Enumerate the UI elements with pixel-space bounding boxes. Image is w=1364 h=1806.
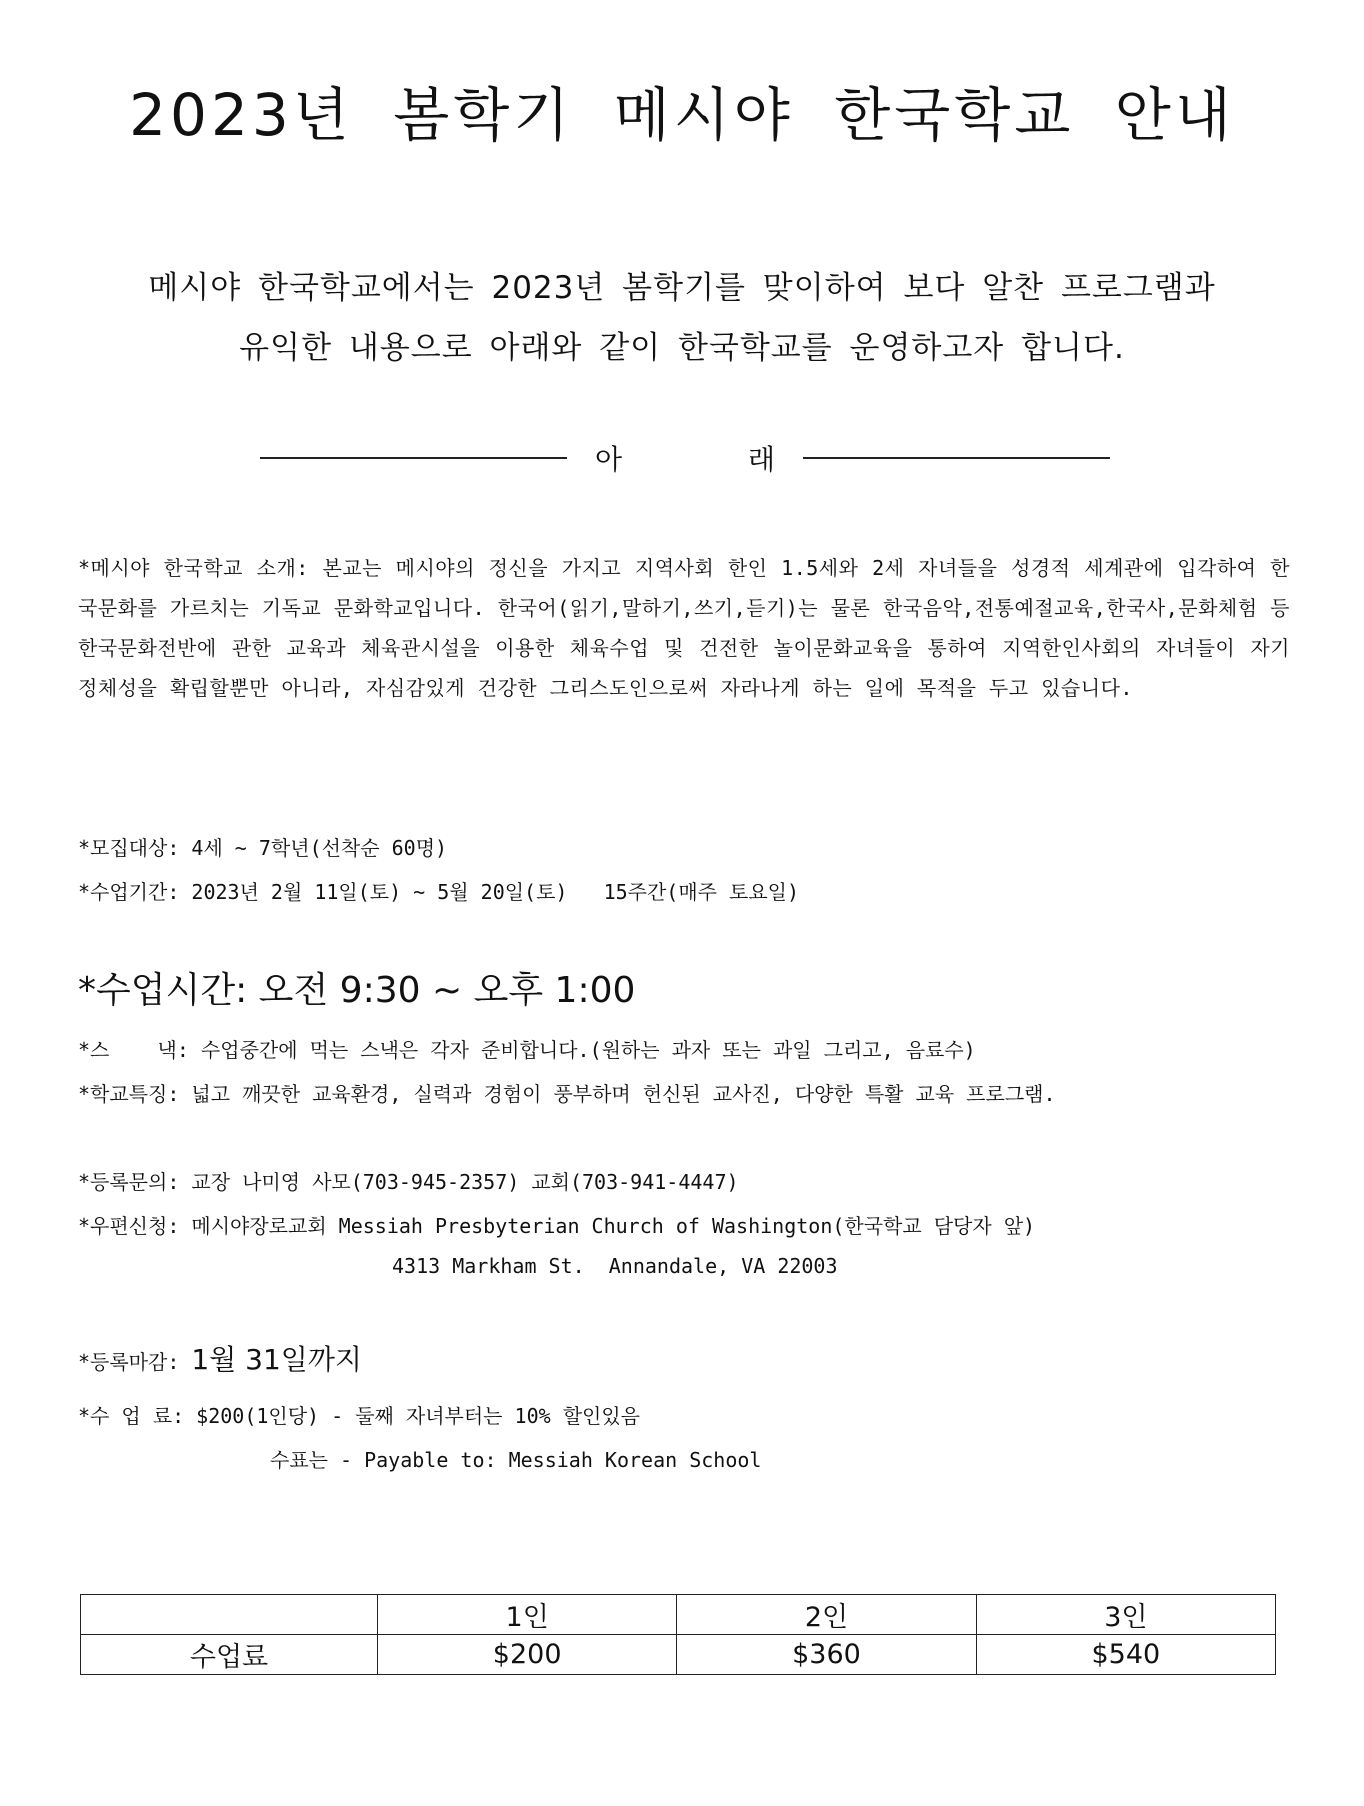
- divider-left-char: 아: [594, 443, 622, 476]
- deadline-value: 1월 31일까지: [191, 1343, 362, 1376]
- registration-inquiry: *등록문의: 교장 나미영 사모(703-945-2357) 교회(703-941-4447): [78, 1170, 739, 1194]
- divider-rule-left: [260, 457, 567, 459]
- table-header-cell: 1인: [378, 1595, 677, 1635]
- page-title: 2023년 봄학기 메시야 한국학교 안내: [129, 81, 1235, 149]
- deadline-label: *등록마감:: [78, 1350, 192, 1374]
- table-header-cell: 2인: [677, 1595, 976, 1635]
- class-period: *수업기간: 2023년 2월 11일(토) ~ 5월 20일(토) 15주간(매주 토요일): [78, 880, 800, 904]
- registration-deadline: [78, 1338, 362, 1378]
- intro-line-1: 메시야 한국학교에서는 2023년 봄학기를 맞이하여 보다 알찬 프로그램과: [148, 270, 1216, 306]
- school-features: *학교특징: 넓고 깨끗한 교육환경, 실력과 경험이 풍부하며 헌신된 교사진, 다양한 특활 교육 프로그램.: [78, 1082, 1056, 1106]
- table-header-cell: 3인: [976, 1595, 1275, 1635]
- divider-right-char: 래: [748, 443, 776, 476]
- mail-registration: *우편신청: 메시야장로교회 Messiah Presbyterian Church of Washington(한국학교 담당자 앞): [78, 1214, 1036, 1238]
- table-row: [81, 1635, 1276, 1675]
- tuition-info: *수 업 료: $200(1인당) - 둘째 자녀부터는 10% 할인있음: [78, 1404, 640, 1428]
- table-cell: $360: [677, 1635, 976, 1675]
- class-time: *수업시간: 오전 9:30 ~ 오후 1:00: [78, 970, 636, 1011]
- recruit-target: *모집대상: 4세 ~ 7학년(선착순 60명): [78, 836, 448, 860]
- table-header-cell: [81, 1595, 378, 1635]
- school-introduction: *메시야 한국학교 소개: 본교는 메시야의 정신을 가지고 지역사회 한인 1.5세와 2세 자녀들을 성경적 세계관에 입각하여 한국문화를 가르치는 기독교 문화학교입니다. 한국어(읽기,말하기,쓰기,듣기)는 물론 한국음악,전통예절교육,한국사,문화체험 등 한국문화전반에 관한 교육과 체육관시설을 이용한 체육수업 및 건전한 놀이문화교육을 통하여 지역한인사회의 자녀들이 자기 정체성을 확립할뿐만 아니라, 자심감있게 건강한 그리스도인으로써 자라나게 하는 일에 목적을 두고 있습니다.: [78, 556, 1290, 700]
- check-payable: 수표는 - Payable to: Messiah Korean School: [270, 1448, 762, 1472]
- fee-table: [80, 1594, 1276, 1675]
- table-cell: $200: [378, 1635, 677, 1675]
- mailing-address: 4313 Markham St. Annandale, VA 22003: [392, 1254, 838, 1278]
- intro-line-2: 유익한 내용으로 아래와 같이 한국학교를 운영하고자 합니다.: [239, 330, 1125, 366]
- divider-rule-right: [803, 457, 1110, 459]
- table-cell: $540: [976, 1635, 1275, 1675]
- snack-info: *스 낵: 수업중간에 먹는 스낵은 각자 준비합니다.(원하는 과자 또는 과일 그리고, 음료수): [78, 1038, 976, 1062]
- table-header-row: [81, 1595, 1276, 1635]
- divider: [260, 438, 1110, 478]
- table-row-label: 수업료: [81, 1635, 378, 1675]
